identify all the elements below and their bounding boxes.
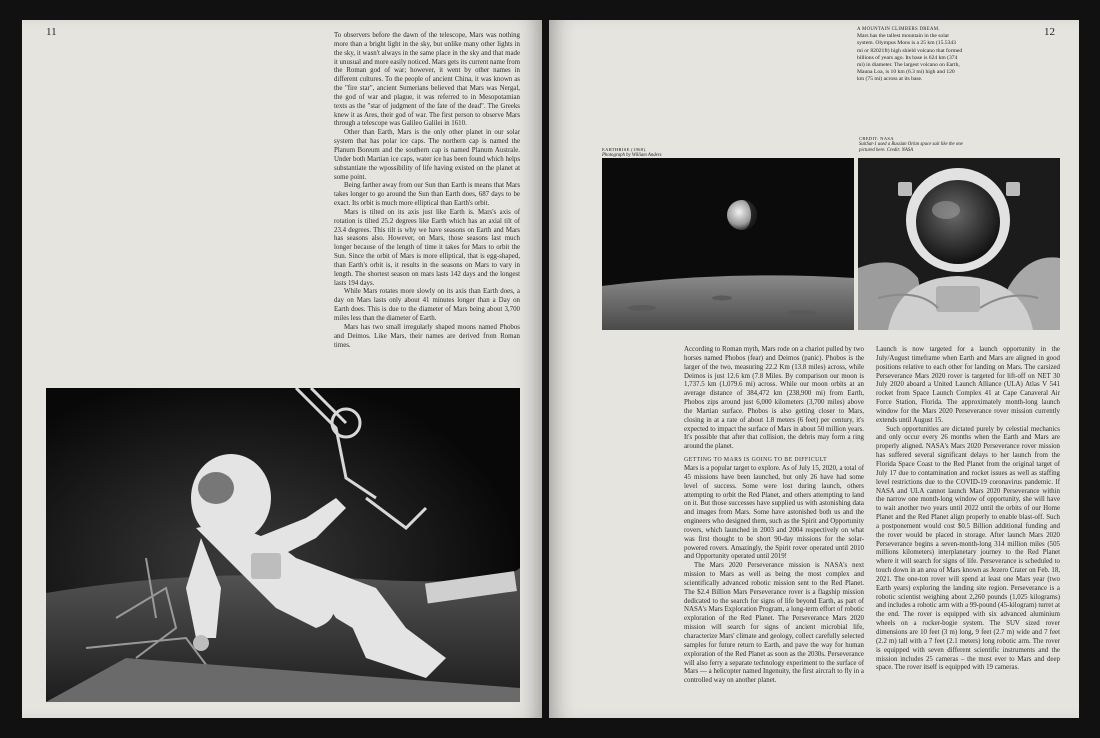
section-heading: GETTING TO MARS IS GOING TO BE DIFFICULT — [684, 457, 828, 464]
page-number-left: 11 — [46, 26, 57, 38]
right-paragraph: Mars is a popular target to explore. As of July 15, 2020, a total of 45 missions have been launched, but only 26 have had some level of success. Some were lost during launch, others attempting to orbit the Red Planet, and others attempting to land on it. But those successes have supplied us with astonishing data and images from Mars. Some have astonished both us and the engineers who designed them, such as the Spirit and Opportunity rovers, which launched in 2003 and 2004 respectively on what was first thought to be short 90-day missions for the solar-powered rovers. Amazingly, the Spirit rover operated until 2010 and Opportunity operated until 2019! — [684, 464, 864, 561]
left-page — [22, 20, 542, 718]
sidebar-text: Mars has the tallest mountain in the solar system. Olympus Mons is a 25 km (15.5343 mi or 82021ft) high shield volcano that formed billions of years ago. Its base is 624 km (374 mi) in diameter. The largest volcano on Earth, Mauna Loa, is 10 km (6.3 mi) high and 120 km (75 mi) across at its base. — [857, 33, 963, 83]
earthrise-caption-text: Photograph by William Anders — [602, 153, 662, 158]
left-article-column — [334, 32, 520, 350]
astronaut-helmet-photo — [858, 158, 1060, 330]
mountain-sidebar — [857, 26, 963, 84]
right-paragraph: Launch is now targeted for a launch opportunity in the July/August timeframe when Earth and Mars are aligned in good positions relative to each other for landing on Mars. The carsized Perseverance Mars 2020 rover is targeted for lift-off on NET 30 July 2020 aboard a United Launch Alliance (ULA) Atlas V 541 rocket from Space Launch Complex 41 at Cape Canaveral Air Force Station, Florida. The approximately month-long launch window for the Mars 2020 Perseverance rover mission currently extends until August 15. — [876, 346, 1060, 424]
right-paragraph: According to Roman myth, Mars rode on a chariot pulled by two horses named Phobos (fear) and Deimos (panic). Phobos is the larger of the two, measuring 22.2 Km (13.8 miles) across, while Deimos is just 12.6 km (7.8 Miles. By comparison our moon is 1,737.5 km (1,079.6 mi) across. While our moon orbits at an average distance of 384,472 km (238,900 mi) from Earth, Phobos zips around just 6,000 kilometers (3,700 miles) above the Martian surface. Phobos is also getting closer to Mars, closing in at a rate of about 1.8 meters (6 feet) per century, it's expected to impact the surface of Mars in about 50 million years. It's possible that after that collision, the debris may form a ring around the planet. — [684, 346, 864, 451]
left-paragraph: Being farther away from our Sun than Earth is means that Mars takes longer to go around the Sun than Earth does, 687 days to be exact. Its orbit is much more elliptical than Earth's orbit. — [334, 182, 520, 208]
left-paragraph: Mars has two small irregularly shaped moons named Phobos and Deimos. Like Mars, their names are derived from Roman times. — [334, 323, 520, 349]
right-column-1 — [684, 346, 864, 686]
sidebar-heading: A MOUNTAIN CLIMBERS DREAM. — [857, 27, 940, 32]
left-paragraph: To observers before the dawn of the telescope, Mars was nothing more than a bright light in the sky, but unlike many other lights in the sky, it wasn't always in the same place in the sky and that made it unusual and more easily noticed. Mars gets its current name from the Roman god of war; however, it went by other names in different cultures. To the people of ancient China, it was known as the "fire star", ancient Sumerians believed that Mars was Nergal, the god of war and plague, it was referred to in Mesopotamian texts as the "star of judgment of the fate of the dead". The Greeks knew it as Ares, their god of war. The first person to observe Mars through a telescope was Galileo Galilei in 1610. — [334, 32, 520, 128]
right-paragraph: The Mars 2020 Perseverance mission is NASA's next mission to Mars as well as being the most complex and scientifically advanced robotic mission sent to the Red Planet. The $2.4 Billion Mars Perseverance rover is a flagship mission dedicated to the search for signs of life beyond Earth, as part of NASA's Mars Exploration Program, a long-term effort of robotic exploration of the Red Planet. The Perseverance Mars 2020 mission will search for signs of ancient microbial life, characterize Mars' climate and geology, collect carefully selected samples for future return to Earth, and pave the way for human exploration of the Red Planet as soon as the 2030s. Perseverance will also ferry a separate technology experiment to the surface of Mars — a helicopter named Ingenuity, the first aircraft to fly in a controlled way on another planet. — [684, 562, 864, 685]
spacewalk-photo — [46, 388, 520, 702]
earthrise-caption-heading: EARTHRISE (1968). — [602, 147, 647, 152]
astronaut-caption — [859, 136, 979, 154]
right-page — [549, 20, 1079, 718]
left-paragraph: Other than Earth, Mars is the only other planet in our solar system that has polar ice caps. The northern cap is named the Planum Boreum and the southern cap is named Planum Australe. Under both Martian ice caps, water ice has been found which helps substantiate the wpossibility of life having existed on the planet at some point. — [334, 129, 520, 181]
right-paragraph: Such opportunities are dictated purely by celestial mechanics and only occur every 26 months when the Earth and Mars are properly aligned. NASA's Mars 2020 Perseverance rover mission has suffered several significant delays to her launch from the Florida Space Coast to the Red Planet from the original target of July 17 due to contamination and rocket issues as well as staffing level restrictions due to the COVID-19 coronavirus pandemic. If NASA and ULA cannot launch Mars 2020 Perseverance within the narrow one month-long window of opportunity, she will have to wait another two years until 2022 until the orbits of our Home Planet and the Red Planet align properly to enable blast-off. Such a postponement would cost $0.5 Billion additional funding and the rover would be placed in storage. After launch Mars 2020 Perseverance begins a seven-month-long 314 million miles (505 millions kilometers) interplanetary journey to the Red Planet where it will search for signs of life. Perseverance is scheduled to touch down in an area of Mars known as Jezero Crater on Feb. 18, 2021. The one-ton rover will spend at least one Mars year (two Earth years) exploring the landing site region. Perseverance is a robotic scientist weighing about 2,260 pounds (1,025 kilograms) and includes a robotic arm with a 99-pound (45-kilogram) turret at the end. The rover is equipped with six advanced aluminium wheels on a rocker-bogie system. The SUV sized rover dimensions are 10 feet (3 m) long, 9 feet (2.7 m) wide and 7 feet (2.2 m) tall with a 7 feet (2.1 meters) long robotic arm. The rover is equipped with seven different scientific instruments and the mission includes 25 cameras – the most ever to Mars and deep space. The rover itself is equipped with 19 cameras. — [876, 425, 1060, 672]
right-column-2 — [876, 346, 1060, 673]
earthrise-photo — [602, 158, 854, 330]
left-paragraph: While Mars rotates more slowly on its axis than Earth does, a day on Mars lasts only about 41 minutes longer than a Day on Earth does. This is due to the diameter of Mars being about 3,700 miles less than the diameter of Earth. — [334, 288, 520, 322]
astronaut-caption-text: SuitSat-1 used a Russian Orlan space suit like the one pictured here. Credit: NASA — [859, 142, 963, 153]
page-number-right: 12 — [1044, 26, 1055, 38]
left-paragraph: Mars is tilted on its axis just like Earth is. Mars's axis of rotation is tilted 25.2 degrees like Earth which has an axial tilt of 23.4 degrees. This tilt is why we have seasons on Earth and Mars has seasons also. However, on Mars, those seasons last much longer because of the length of time it takes for Mars to orbit the Sun. Since the orbit of Mars is more elliptical, that is egg-shaped, than Earth's orbit is, it results in the seasons on Mars to vary in length. The shortest season on mars lasts 142 days and the longest lasts 194 days. — [334, 208, 520, 287]
astronaut-caption-heading: CREDIT: NASA — [859, 136, 894, 141]
